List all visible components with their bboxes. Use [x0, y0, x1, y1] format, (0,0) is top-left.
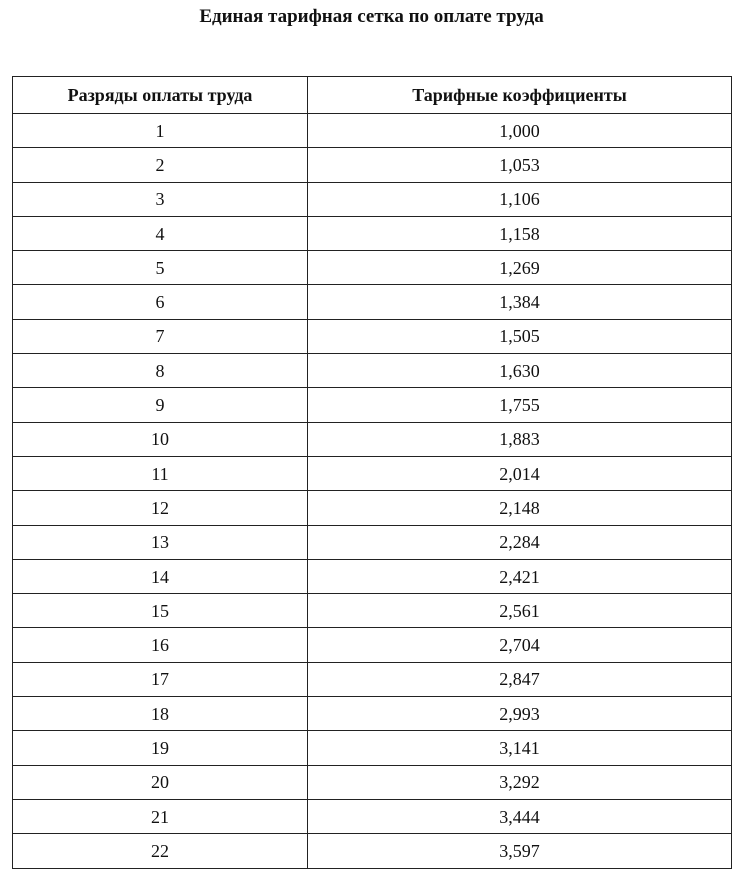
tariff-coefficient-cell: 3,444 [308, 799, 732, 833]
tariff-coefficient-cell: 1,158 [308, 216, 732, 250]
header-pay-grade: Разряды оплаты труда [13, 77, 308, 114]
tariff-coefficient-cell: 2,704 [308, 628, 732, 662]
tariff-coefficient-cell: 1,505 [308, 319, 732, 353]
tariff-coefficient-cell: 1,755 [308, 388, 732, 422]
pay-grade-cell: 13 [13, 525, 308, 559]
pay-grade-cell: 8 [13, 354, 308, 388]
pay-grade-cell: 2 [13, 148, 308, 182]
table-row [13, 182, 732, 216]
tariff-coefficient-cell: 1,384 [308, 285, 732, 319]
pay-grade-cell: 6 [13, 285, 308, 319]
pay-grade-cell: 11 [13, 456, 308, 490]
table-header-row [13, 77, 732, 114]
table-row [13, 216, 732, 250]
pay-grade-cell: 21 [13, 799, 308, 833]
table-row [13, 662, 732, 696]
tariff-coefficient-cell: 2,561 [308, 594, 732, 628]
pay-grade-cell: 20 [13, 765, 308, 799]
pay-grade-cell: 10 [13, 422, 308, 456]
tariff-coefficient-cell: 2,993 [308, 697, 732, 731]
table-row [13, 422, 732, 456]
table-row [13, 251, 732, 285]
table-row [13, 731, 732, 765]
table-row [13, 834, 732, 868]
pay-grade-cell: 3 [13, 182, 308, 216]
table-row [13, 148, 732, 182]
pay-grade-cell: 5 [13, 251, 308, 285]
tariff-table [12, 76, 732, 869]
tariff-coefficient-cell: 2,148 [308, 491, 732, 525]
table-row [13, 388, 732, 422]
pay-grade-cell: 1 [13, 114, 308, 148]
table-row [13, 697, 732, 731]
pay-grade-cell: 4 [13, 216, 308, 250]
pay-grade-cell: 9 [13, 388, 308, 422]
tariff-coefficient-cell: 1,106 [308, 182, 732, 216]
pay-grade-cell: 19 [13, 731, 308, 765]
tariff-coefficient-cell: 2,284 [308, 525, 732, 559]
pay-grade-cell: 7 [13, 319, 308, 353]
tariff-coefficient-cell: 1,053 [308, 148, 732, 182]
document-title: Единая тарифная сетка по оплате труда [199, 6, 544, 27]
pay-grade-cell: 18 [13, 697, 308, 731]
pay-grade-cell: 14 [13, 559, 308, 593]
table-row [13, 354, 732, 388]
tariff-coefficient-cell: 1,000 [308, 114, 732, 148]
pay-grade-cell: 12 [13, 491, 308, 525]
tariff-coefficient-cell: 3,292 [308, 765, 732, 799]
tariff-coefficient-cell: 3,141 [308, 731, 732, 765]
header-tariff-coefficient: Тарифные коэффициенты [308, 77, 732, 114]
table-row [13, 559, 732, 593]
tariff-coefficient-cell: 3,597 [308, 834, 732, 868]
table-row [13, 799, 732, 833]
tariff-coefficient-cell: 2,847 [308, 662, 732, 696]
pay-grade-cell: 17 [13, 662, 308, 696]
table-row [13, 765, 732, 799]
table-row [13, 456, 732, 490]
table-row [13, 628, 732, 662]
pay-grade-cell: 22 [13, 834, 308, 868]
tariff-coefficient-cell: 1,630 [308, 354, 732, 388]
table-row [13, 114, 732, 148]
table-row [13, 319, 732, 353]
tariff-coefficient-cell: 1,269 [308, 251, 732, 285]
table-row [13, 525, 732, 559]
pay-grade-cell: 16 [13, 628, 308, 662]
table-row [13, 594, 732, 628]
pay-grade-cell: 15 [13, 594, 308, 628]
table-row [13, 285, 732, 319]
tariff-coefficient-cell: 2,014 [308, 456, 732, 490]
table-body [13, 114, 732, 869]
tariff-coefficient-cell: 2,421 [308, 559, 732, 593]
tariff-coefficient-cell: 1,883 [308, 422, 732, 456]
table-row [13, 491, 732, 525]
